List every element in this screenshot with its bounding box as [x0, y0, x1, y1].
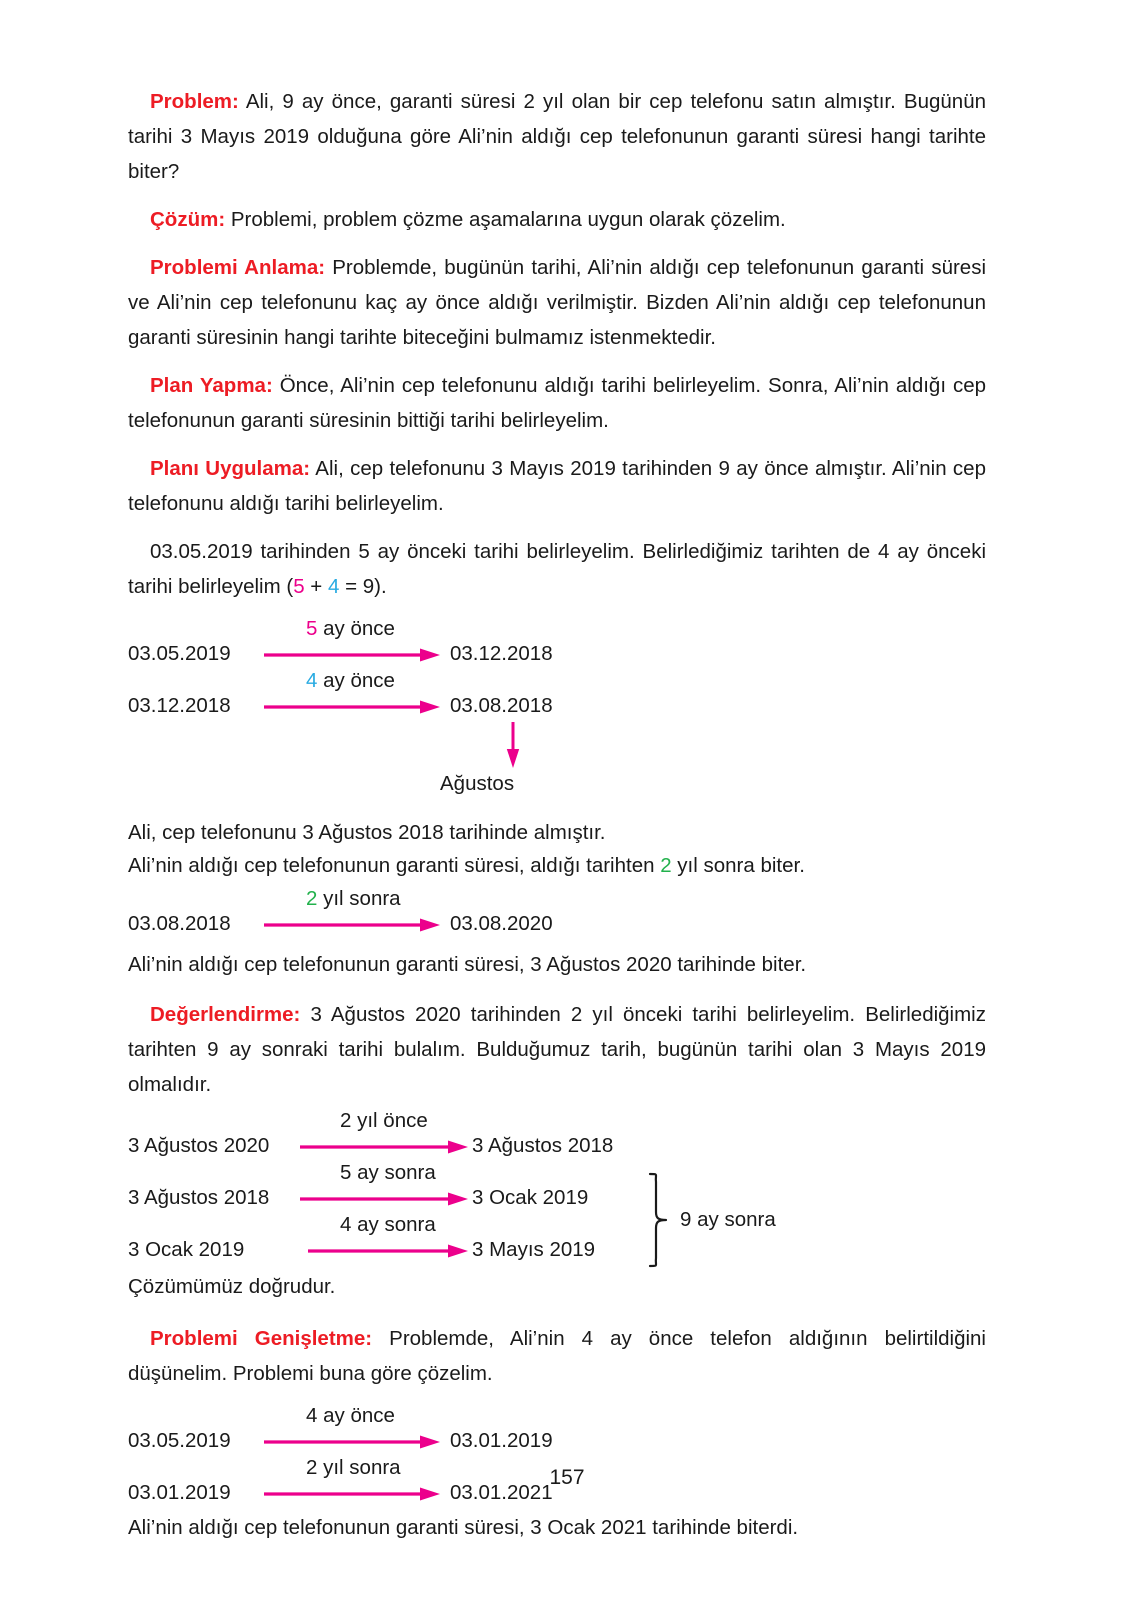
diagram1-row2-label-num: 4	[306, 669, 318, 692]
diagram4-row1-label: 4 ay önce	[306, 1404, 395, 1427]
diagram4-row2-from: 03.01.2019	[128, 1481, 231, 1504]
line-ali-aldi: Ali, cep telefonunu 3 Ağustos 2018 tarihinde almıştır.	[128, 821, 606, 844]
line-cozumumuz: Çözümümüz doğrudur.	[128, 1275, 336, 1298]
paragraph-plani-uygulama	[128, 451, 986, 521]
text-degerlendirme: 3 Ağustos 2020 tarihinden 2 yıl önceki tarihi belirleyelim. Belirlediğimiz tarihten 9 ay sonraki tarihi bulalım. Bulduğumuz tarih, bugünün tarihi olan 3 Mayıs 2019 olmalıdır.	[128, 1003, 986, 1096]
diagram3-row2-label: 5 ay sonra	[340, 1161, 436, 1184]
number-four: 4	[327, 575, 340, 598]
diagram-extended-problem	[128, 1405, 986, 1509]
diagram1-down-arrow-icon	[506, 722, 520, 773]
line-garanti-after: yıl sonra biter.	[671, 854, 805, 877]
diagram1-row1-label	[306, 618, 395, 640]
diagram1-row1-to: 03.12.2018	[450, 642, 553, 665]
diagram1-row2-to: 03.08.2018	[450, 694, 553, 717]
diagram3-row1-to: 3 Ağustos 2018	[472, 1134, 614, 1157]
diagram3-row3-arrow-icon	[308, 1244, 468, 1258]
diagram4-row2-to: 03.01.2021	[450, 1481, 553, 1504]
page-content	[128, 84, 986, 1544]
diagram1-row2-arrow-icon	[264, 700, 440, 714]
label-degerlendirme: Değerlendirme:	[150, 1003, 301, 1026]
line-biterdi: Ali’nin aldığı cep telefonunun garanti süresi, 3 Ocak 2021 tarihinde biterdi.	[128, 1516, 799, 1539]
diagram3-row1-from: 3 Ağustos 2020	[128, 1134, 270, 1157]
diagram1-row1-label-num: 5	[306, 617, 318, 640]
text-cozum: Problemi, problem çözme aşamalarına uygun olarak çözelim.	[225, 208, 786, 231]
diagram2-row1-arrow-icon	[264, 918, 440, 932]
diagram1-row2-label-rest: ay önce	[317, 669, 395, 692]
line-garanti-before: Ali’nin aldığı cep telefonunun garanti süresi, aldığı tarihten	[128, 854, 661, 877]
diagram1-row2-from: 03.12.2018	[128, 694, 231, 717]
paragraph-belirleyelim	[128, 534, 986, 604]
text-plan-yapma: Önce, Ali’nin cep telefonunu aldığı tarihi belirleyelim. Sonra, Ali’nin aldığı cep telefonunun garanti süresinin bittiği tarihi belirleyelim.	[128, 374, 986, 432]
paragraph-cozum	[128, 202, 986, 237]
diagram3-row3-from: 3 Ocak 2019	[128, 1238, 245, 1261]
label-problemi-anlama: Problemi Anlama:	[150, 256, 326, 279]
curly-brace-icon	[646, 1172, 672, 1273]
diagram2-row1-label-rest: yıl sonra	[317, 887, 401, 910]
number-five: 5	[293, 575, 305, 598]
paragraph-degerlendirme	[128, 997, 986, 1102]
diagram2-row1-label-num: 2	[306, 887, 318, 910]
diagram3-row1-arrow-icon	[300, 1140, 468, 1154]
text-belirleyelim-before: 03.05.2019 tarihinden 5 ay önceki tarihi belirleyelim. Belirlediğimiz tarihten de 4 ay önceki tarihi belirleyelim (	[128, 540, 986, 598]
page-number: 157	[549, 1466, 585, 1489]
diagram1-row1-from: 03.05.2019	[128, 642, 231, 665]
text-belirleyelim-after: = 9).	[339, 575, 387, 598]
text-problem: Ali, 9 ay önce, garanti süresi 2 yıl olan bir cep telefonu satın almıştır. Bugünün tarihi 3 Mayıs 2019 olduğuna göre Ali’nin aldığı cep telefonunun garanti süresi hangi tarihte biter?	[128, 90, 986, 183]
diagram-month-subtraction	[128, 617, 986, 795]
paragraph-plan-yapma	[128, 368, 986, 438]
diagram2-row1-to: 03.08.2020	[450, 912, 553, 935]
diagram2-row1-from: 03.08.2018	[128, 912, 231, 935]
number-two-green: 2	[660, 854, 672, 877]
diagram3-row2-arrow-icon	[300, 1192, 468, 1206]
paragraph-problemi-genisletme	[128, 1321, 986, 1391]
text-plani-uygulama: Ali, cep telefonunu 3 Mayıs 2019 tarihinden 9 ay önce almıştır. Ali’nin cep telefonunu aldığı tarihi belirleyelim.	[128, 457, 986, 515]
text-problemi-anlama: Problemde, bugünün tarihi, Ali’nin aldığı cep telefonunun garanti süresi ve Ali’nin cep telefonunu kaç ay önce aldığı verilmiştir. Bizden Ali’nin aldığı cep telefonunun garanti süresinin hangi tarihte biteceğini bulmamız istenmektedir.	[128, 256, 986, 349]
diagram3-row2-to: 3 Ocak 2019	[472, 1186, 589, 1209]
label-problem: Problem:	[150, 90, 239, 113]
diagram1-row1-label-rest: ay önce	[317, 617, 395, 640]
diagram3-brace-label: 9 ay sonra	[680, 1208, 776, 1231]
paragraph-problemi-anlama	[128, 250, 986, 355]
diagram4-row2-label: 2 yıl sonra	[306, 1456, 401, 1479]
diagram3-row3-to: 3 Mayıs 2019	[472, 1238, 596, 1261]
line-garanti-biter: Ali’nin aldığı cep telefonunun garanti süresi, 3 Ağustos 2020 tarihinde biter.	[128, 953, 807, 976]
diagram1-result-month: Ağustos	[440, 772, 515, 795]
label-plani-uygulama: Planı Uygulama:	[150, 457, 311, 480]
diagram3-row3-label: 4 ay sonra	[340, 1213, 436, 1236]
paragraph-problem	[128, 84, 986, 189]
diagram3-row2-from: 3 Ağustos 2018	[128, 1186, 270, 1209]
label-problemi-genisletme: Problemi Genişletme:	[150, 1327, 373, 1350]
diagram4-row1-arrow-icon	[264, 1435, 440, 1449]
diagram2-row1-label	[306, 888, 401, 910]
line-garanti-2yil	[128, 849, 986, 882]
diagram1-row2-label	[306, 670, 395, 692]
diagram3-row1-label: 2 yıl önce	[340, 1109, 428, 1132]
label-plan-yapma: Plan Yapma:	[150, 374, 273, 397]
diagram-verification	[128, 1110, 986, 1266]
diagram4-row1-from: 03.05.2019	[128, 1429, 231, 1452]
label-cozum: Çözüm:	[150, 208, 226, 231]
spacer	[128, 770, 986, 816]
diagram1-row1-arrow-icon	[264, 648, 440, 662]
operator-plus: +	[304, 575, 328, 598]
text-problemi-genisletme: Problemde, Ali’nin 4 ay önce telefon aldığının belirtildiğini düşünelim. Problemi buna göre çözelim.	[128, 1327, 986, 1385]
diagram4-row1-to: 03.01.2019	[450, 1429, 553, 1452]
diagram-warranty-add	[128, 888, 986, 942]
